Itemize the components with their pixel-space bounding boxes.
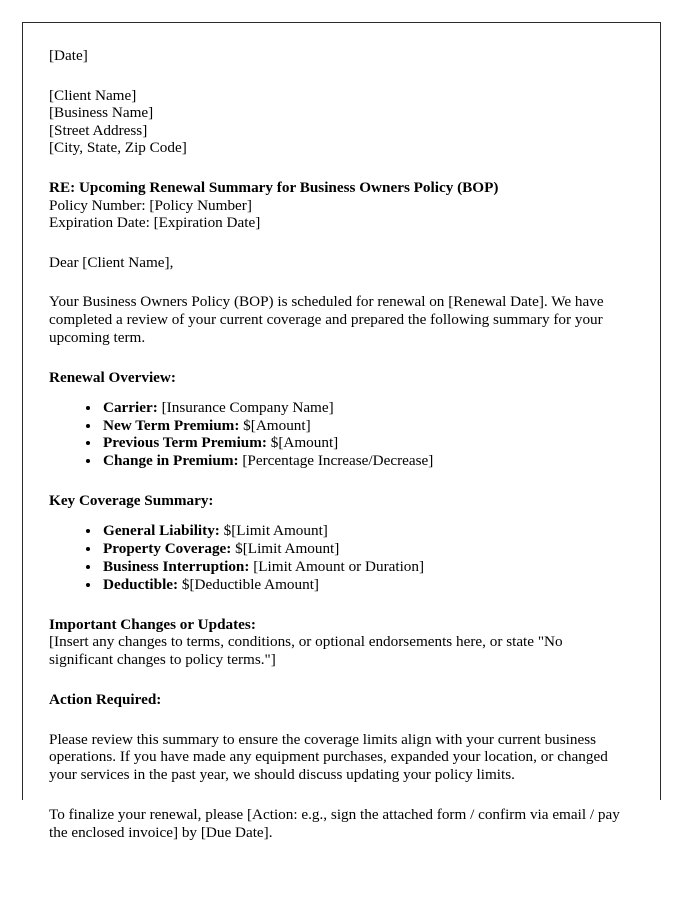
recipient-city-state-zip: [City, State, Zip Code] — [49, 139, 187, 157]
recipient-business-name: [Business Name] — [49, 104, 154, 122]
list-item-label: Previous Term Premium: — [103, 434, 267, 452]
spacer — [49, 157, 629, 179]
renewal-overview-heading: Renewal Overview: — [49, 369, 176, 387]
spacer — [49, 271, 629, 293]
list-item-label: Property Coverage: — [103, 539, 232, 557]
expiration-date-line: Expiration Date: [Expiration Date] — [49, 214, 261, 232]
list-item-label: New Term Premium: — [103, 416, 240, 434]
renewal-overview-list — [49, 399, 629, 471]
list-item-label: Carrier: — [103, 398, 158, 416]
action-required-paragraph-2: To finalize your renewal, please [Action: e.g., sign the attached form / confirm via email / pay the enclosed invoice] by [Due Date]. — [49, 806, 620, 842]
policy-number-line: Policy Number: [Policy Number] — [49, 196, 252, 214]
list-item-value: [Limit Amount or Duration] — [253, 557, 425, 575]
list-item-label: Business Interruption: — [103, 557, 250, 575]
list-item — [101, 558, 629, 576]
spacer — [49, 669, 629, 691]
recipient-client-name: [Client Name] — [49, 86, 137, 104]
spacer — [49, 594, 629, 616]
list-item-value: [Percentage Increase/Decrease] — [242, 452, 434, 470]
list-item — [101, 417, 629, 435]
recipient-address-block — [49, 87, 629, 157]
list-item — [101, 399, 629, 417]
action-required-paragraph-1: Please review this summary to ensure the coverage limits align with your current business operations. If you have made any equipment purchases, expanded your location, or changed your services in the past year, we should discuss updating your policy limits. — [49, 730, 608, 784]
spacer — [49, 709, 629, 731]
important-changes-body: [Insert any changes to terms, conditions, or optional endorsements here, or state "No significant changes to policy terms."] — [49, 633, 563, 668]
spacer — [49, 65, 629, 87]
key-coverage-summary-heading: Key Coverage Summary: — [49, 492, 214, 510]
list-item-label: Change in Premium: — [103, 452, 239, 470]
list-item-label: Deductible: — [103, 575, 179, 593]
list-item-value: [Insurance Company Name] — [161, 398, 334, 416]
letter-body — [49, 47, 629, 842]
list-item-value: $[Amount] — [243, 416, 311, 434]
important-changes-heading: Important Changes or Updates: — [49, 615, 256, 633]
recipient-street-address: [Street Address] — [49, 121, 148, 139]
list-item — [101, 434, 629, 452]
date-line: [Date] — [49, 47, 88, 64]
salutation: Dear [Client Name], — [49, 253, 174, 271]
spacer — [49, 347, 629, 369]
list-item-value: $[Limit Amount] — [223, 521, 328, 539]
list-item — [101, 452, 629, 470]
spacer — [49, 387, 629, 399]
document-page — [22, 22, 661, 842]
action-required-heading: Action Required: — [49, 690, 162, 708]
spacer — [49, 232, 629, 254]
key-coverage-summary-list — [49, 522, 629, 594]
list-item — [101, 522, 629, 540]
re-subject-line: RE: Upcoming Renewal Summary for Business Owners Policy (BOP) — [49, 178, 499, 196]
list-item-value: $[Amount] — [270, 434, 339, 452]
list-item-value: $[Deductible Amount] — [181, 575, 319, 593]
spacer — [49, 784, 629, 806]
list-item-label: General Liability: — [103, 521, 220, 539]
intro-paragraph: Your Business Owners Policy (BOP) is scheduled for renewal on [Renewal Date]. We have completed a review of your current coverage and prepared the following summary for your upcoming term. — [49, 293, 604, 347]
list-item — [101, 576, 629, 594]
spacer — [49, 510, 629, 522]
list-item-value: $[Limit Amount] — [235, 539, 340, 557]
list-item — [101, 540, 629, 558]
spacer — [49, 470, 629, 492]
